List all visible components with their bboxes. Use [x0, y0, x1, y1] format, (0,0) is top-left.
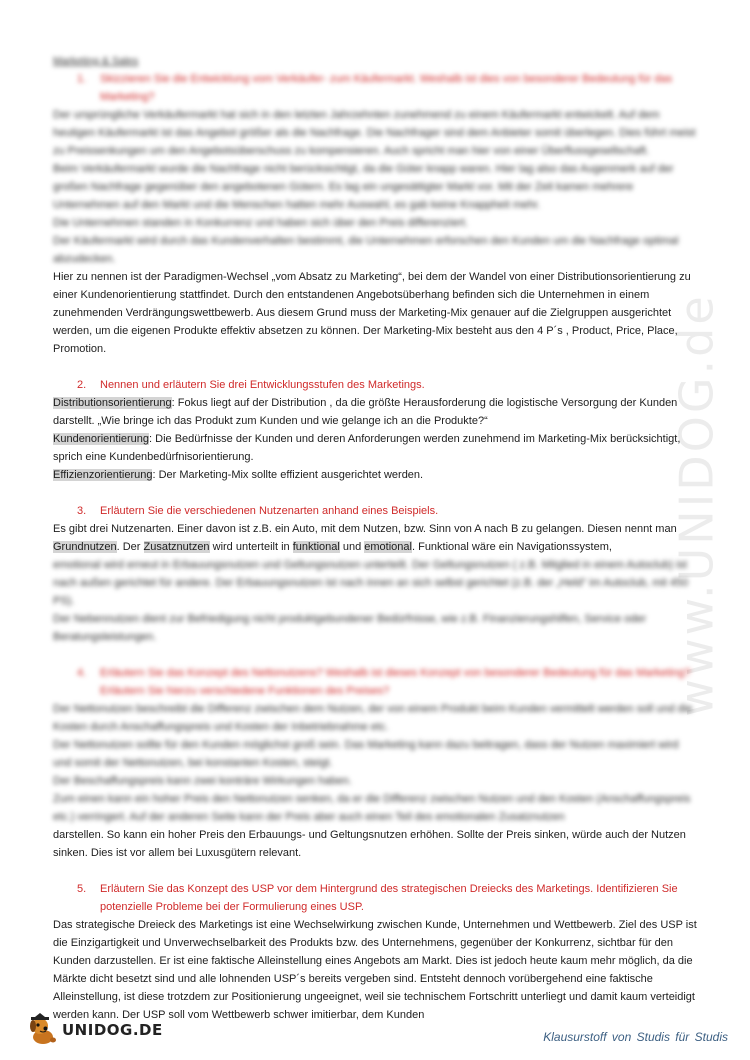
- highlighted-term: emotional: [364, 541, 412, 553]
- highlighted-term: Zusatznutzen: [143, 541, 210, 553]
- blurred-paragraph: Der Käufermarkt wird durch das Kundenverhalten bestimmt, die Unternehmen erforschen den Kunden um die Nachfrage optimal abzudecken.: [53, 235, 679, 265]
- highlighted-term: funktional: [292, 541, 340, 553]
- stage-description: : Fokus liegt auf der Distribution , da die größte Herausforderung die logistische Versorgung der Kunden darstellt. „Wie bringe ich das Produkt zum Kunden und wie gelange ich an die Produkte?“: [53, 397, 678, 427]
- blurred-paragraph: Der Beschaffungspreis kann zwei konträre Wirkungen haben.: [53, 775, 352, 787]
- text-run: und: [339, 541, 365, 553]
- highlighted-term: Kundenorientierung: [53, 433, 150, 445]
- footer-slogan: Klausurstoff von Studis für Studis: [543, 1030, 728, 1044]
- question-number: 3.: [77, 505, 87, 517]
- question-1: [77, 70, 699, 106]
- stage-description: : Die Bedürfnisse der Kunden und deren Anforderungen werden zunehmend im Marketing-Mix berücksichtigt, sprich eine Kundenbedürfnisorientierung.: [53, 433, 681, 463]
- question-3: [77, 502, 699, 520]
- text-run: . Funktional wäre ein Navigationssystem,: [411, 541, 612, 553]
- question-4: [77, 664, 699, 700]
- answer-paragraph: [53, 520, 699, 556]
- blurred-paragraph: Der Nettonutzen sollte für den Kunden möglichst groß sein. Das Marketing kann dazu beitragen, dass der Nutzen maximiert wird und somit der Nettonutzen, bei konstanten Kosten, steigt.: [53, 739, 679, 769]
- blurred-paragraph: Die Unternehmen standen in Konkurrenz und haben sich über den Preis differenziert.: [53, 217, 468, 229]
- question-text: Erläutern Sie das Konzept des Nettonutzens? Weshalb ist dieses Konzept von besonderer Bedeutung für das Marketing? Erläutern Sie hierzu verschiedene Funktionen des Preises?: [100, 667, 691, 697]
- stage-description: : Der Marketing-Mix sollte effizient ausgerichtet werden.: [152, 469, 424, 481]
- highlighted-term: Grundnutzen: [53, 541, 117, 553]
- answer-paragraph: Hier zu nennen ist der Paradigmen-Wechsel „vom Absatz zu Marketing“, bei dem der Wandel von einer Distributionsorientierung zu einer Kundenorientierung stattfindet. Durch den entstandenen Angebotsüberhang befinden sich die Unternehmen in einem zunehmenden Verdrängungswettbewerb. Aus diesem Grund muss der Marketing-Mix genauer auf die Zielgruppen ausgerichtet werden, um die eigenen Produkte effektiv absetzen zu können. Der Marketing-Mix besteht aus den 4 P´s , Product, Price, Place, Promotion.: [53, 271, 691, 355]
- document-body: [53, 52, 699, 1024]
- blurred-paragraph: emotional wird erneut in Erbauungsnutzen und Geltungsnutzen unterteilt. Der Geltungsnutzen ( z.B. Mitglied in einem Autoclub) ist nach außen gerichtet für andere. Der Erbauungsnutzen ist nach innen an sich selbst gerichtet (z.B. der „Held“ im Autoclub, mit 450 PS).: [53, 559, 689, 607]
- blurred-paragraph: Der Nebennutzen dient zur Befriedigung nicht produktgebundener Bedürfnisse, wie z.B. Finanzierungshilfen, Service oder Beratungsleistungen.: [53, 613, 647, 643]
- question-text: Skizzieren Sie die Entwicklung vom Verkäufer- zum Käufermarkt. Weshalb ist dies von besonderer Bedeutung für das Marketing?: [100, 73, 673, 103]
- blurred-paragraph: Beim Verkäufermarkt wurde die Nachfrage nicht berücksichtigt, da die Güter knapp waren. Hier lag also das Augenmerk auf der großen Nachfrage gegenüber den angebotenen Gütern. Es lag ein ungesättigter Markt vor. Mit der Zeit kamen mehrere Unternehmen auf den Markt und die Menschen hatten mehr Auswahl, es gab keine Knappheit mehr.: [53, 163, 674, 211]
- question-text: Nennen und erläutern Sie drei Entwicklungsstufen des Marketings.: [100, 379, 425, 391]
- text-run: Es gibt drei Nutzenarten. Einer davon ist z.B. ein Auto, mit dem Nutzen, bzw. Sinn von A nach B zu gelangen. Diesen nennt man: [53, 523, 677, 535]
- question-text: Erläutern Sie die verschiedenen Nutzenarten anhand eines Beispiels.: [100, 505, 439, 517]
- highlighted-term: Effizienzorientierung: [53, 469, 153, 481]
- text-run: wird unterteilt in: [209, 541, 293, 553]
- highlighted-term: Distributionsorientierung: [53, 397, 172, 409]
- blurred-paragraph: Der ursprüngliche Verkäufermarkt hat sich in den letzten Jahrzehnten zunehmend zu einem Käufermarkt entwickelt. Auf dem heutigen Käufermarkt ist das Angebot größer als die Nachfrage. Die Nachfrager sind dem Anbieter somit überlegen. Dies führt meist zu Preissenkungen um den Angebotsüberschuss zu kompensieren. Auch spricht man hier von einer Überflussgesellschaft.: [53, 109, 696, 157]
- answer-paragraph: Das strategische Dreieck des Marketings ist eine Wechselwirkung zwischen Kunde, Unternehmen und Wettbewerb. Ziel des USP ist die Einzigartigkeit und Unverwechselbarkeit des Produkts bzw. des Unternehmens, gegenüber der Konkurrenz, sichtbar für den Kunden darzustellen. Er ist eine faktische Alleinstellung eines Angebots am Markt. Dies ist jedoch heute kaum mehr möglich, da die Märkte dicht besetzt sind und alle lohnenden USP´s bereits vergeben sind. Entsteht dennoch vorübergehend eine faktische Alleinstellung, ist diese trotzdem zur Positionierung ungeeignet, weil sie technischem Fortschritt unterliegt und damit kaum verteidigt werden kann. Der USP soll vom Wettbewerb schwer imitierbar, dem Kunden: [53, 919, 697, 1021]
- question-number: 2.: [77, 379, 87, 391]
- blurred-paragraph: Der Nettonutzen beschreibt die Differenz zwischen dem Nutzen, der von einem Produkt beim Kunden vermittelt werden soll und die Kosten durch Anschaffungspreis und Kosten der Inbetriebnahme etc.: [53, 703, 693, 733]
- stage-item: [53, 394, 699, 430]
- watermark-text: www.UNIDOG.de: [670, 293, 724, 717]
- question-text: Erläutern Sie das Konzept des USP vor dem Hintergrund des strategischen Dreiecks des Marketings. Identifizieren Sie potenzielle Probleme bei der Formulierung eines USP.: [100, 883, 678, 913]
- document-title: Marketing & Sales: [53, 55, 139, 67]
- text-run: . Der: [116, 541, 144, 553]
- stage-item: [53, 466, 699, 484]
- stage-item: [53, 430, 699, 466]
- question-5: [77, 880, 699, 916]
- question-number: 4.: [77, 667, 87, 679]
- footer-logo: [26, 1012, 163, 1048]
- question-2: [77, 376, 699, 394]
- logo-text: UNIDOG.DE: [62, 1021, 163, 1039]
- answer-paragraph: darstellen. So kann ein hoher Preis den Erbauungs- und Geltungsnutzen erhöhen. Sollte der Preis sinken, würde auch der Nutzen sinken. Dies ist vor allem bei Luxusgütern relevant.: [53, 829, 686, 859]
- question-number: 1.: [77, 73, 87, 85]
- dog-mascot-icon: [26, 1013, 60, 1047]
- blurred-paragraph: Zum einen kann ein hoher Preis den Nettonutzen senken, da er die Differenz zwischen Nutzen und den Kosten (Anschaffungspreis etc.) verringert. Auf der anderen Seite kann der Preis aber auch einen Teil des emotionalen Zusatznutzen: [53, 793, 691, 823]
- question-number: 5.: [77, 883, 87, 895]
